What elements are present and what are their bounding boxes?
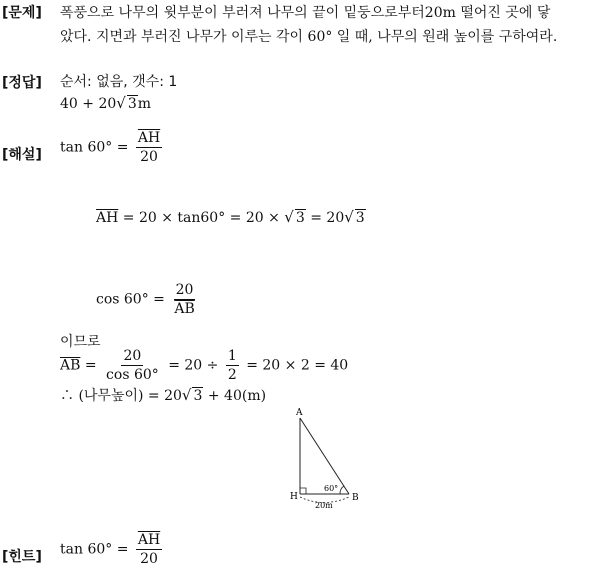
eq4-fraction1	[104, 348, 161, 383]
problem-text-line2: 았다. 지면과 부러진 나무가 이루는 각이 60° 일 때, 나무의 원래 높이를 구하여라.	[60, 29, 558, 45]
point-b-label: B	[352, 493, 359, 503]
eq4-end: = 20 × 2 = 40	[241, 357, 349, 374]
conclusion-suffix: + 40(m)	[203, 388, 267, 404]
eq4-numerator1: 20	[123, 348, 142, 364]
therefore-word: 이므로	[60, 334, 101, 350]
eq1-fraction	[136, 130, 162, 165]
problem-text-line1: 폭풍으로 나무의 윗부분이 부러져 나무의 끝이 밑둥으로부터20m 떨어진 곳에 닿	[60, 5, 551, 21]
eq2-ah: $\overline{AH}$	[96, 210, 119, 226]
eq2-radicand2: 3	[355, 210, 365, 226]
answer-unit: m	[137, 96, 152, 112]
eq3-denominator: AB	[174, 301, 195, 317]
conclusion-radicand: 3	[193, 388, 203, 404]
angle-label: 60°	[324, 484, 339, 493]
eq1-lhs: tan 60° =	[60, 139, 129, 156]
eq4-eq: =	[80, 357, 102, 374]
answer-label: [정답]	[2, 75, 42, 91]
eq4-denominator2: 2	[227, 367, 237, 383]
eq4-denominator1: cos 60°	[106, 367, 159, 383]
hint-denominator: 20	[140, 551, 158, 567]
hint-label: [힌트]	[2, 549, 42, 565]
hint-eq-lhs: tan 60° =	[60, 541, 129, 558]
angle-arc	[340, 486, 344, 494]
explanation-label: [해설]	[2, 147, 42, 163]
eq4-fraction2	[226, 348, 239, 383]
triangle-figure	[282, 404, 372, 512]
eq-ah-value	[96, 208, 366, 226]
eq4-ab: $\overline{AB}$	[60, 357, 81, 374]
conclusion	[60, 385, 266, 405]
eq3-lhs: cos 60° =	[96, 291, 165, 308]
sqrt-symbol: √	[181, 386, 192, 404]
hint-numerator: $\overline{AH}$	[137, 532, 161, 548]
hint-equation	[60, 532, 165, 567]
right-angle-mark	[300, 488, 306, 494]
eq-tan-ah	[60, 130, 165, 165]
hypotenuse-ab	[300, 418, 349, 494]
hint-fraction	[136, 532, 162, 567]
eq1-denominator: 20	[140, 149, 158, 165]
answer-radicand: 3	[127, 96, 137, 112]
answer-meta: 순서: 없음, 갯수: 1	[60, 74, 178, 90]
eq1-numerator: $\overline{AH}$	[137, 130, 161, 146]
eq3-numerator: 20	[175, 282, 194, 298]
eq4-numerator2: 1	[227, 348, 237, 364]
conclusion-prefix: ∴ (나무높이) = 20	[60, 388, 182, 404]
eq2-radicand1: 3	[295, 210, 305, 226]
eq2-mid: = 20 × tan60° = 20 ×	[118, 210, 285, 226]
sqrt-symbol: √	[284, 208, 294, 226]
point-h-label: H	[290, 492, 298, 502]
eq-cos-ab	[96, 282, 200, 317]
eq4-mid: = 20 ÷	[163, 357, 223, 374]
point-a-label: A	[296, 408, 303, 418]
eq3-fraction	[172, 282, 196, 317]
eq-ab-value	[60, 348, 348, 383]
sqrt-symbol: √	[116, 94, 126, 112]
problem-label: [문제]	[2, 5, 42, 21]
sqrt-symbol: √	[344, 208, 354, 226]
base-length-label: 20m	[315, 501, 333, 510]
eq2-eq: = 20	[305, 210, 345, 226]
answer-value-prefix: 40 + 20	[60, 96, 117, 112]
answer-value	[60, 94, 151, 112]
